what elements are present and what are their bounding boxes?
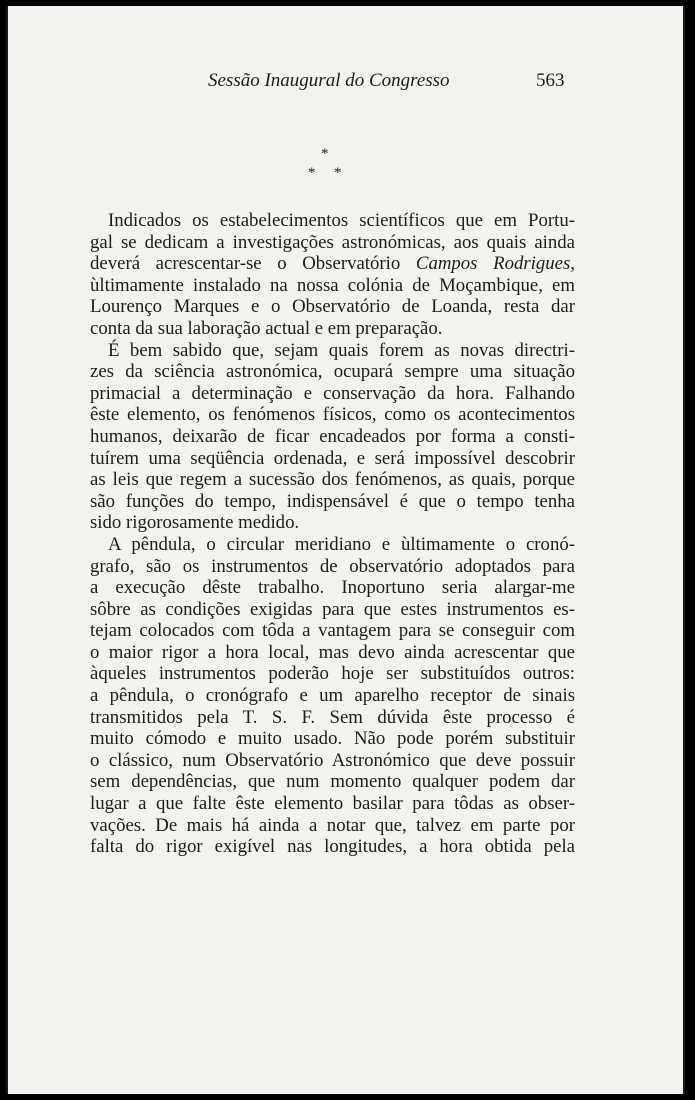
text-line: transmitidos pela T. S. F. Sem dúvida êste processo é	[90, 706, 575, 728]
text-line: Indicados os estabelecimentos scientíficos que em Portu-	[108, 210, 575, 231]
text-line: tejam colocados com tôda a vantagem para se conseguir com	[90, 620, 575, 642]
text-line: êste elemento, os fenómenos físicos, como os acontecimentos	[90, 404, 575, 426]
text-line: zes da sciência astronómica, ocupará sempre uma situação	[90, 361, 575, 383]
text-line: grafo, são os instrumentos de observatório adoptados para	[90, 555, 575, 577]
asterisk: *	[334, 165, 342, 181]
asterism-separator	[300, 146, 350, 186]
text-line: sem dependências, que num momento qualquer podem dar	[90, 771, 575, 793]
asterisk: *	[308, 165, 316, 181]
text-line: muito cómodo e muito usado. Não pode porém substituir	[90, 728, 575, 750]
text-line: ùltimamente instalado na nossa colónia de Moçambique, em	[90, 274, 575, 296]
text-line: o maior rigor a hora local, mas devo ainda acrescentar que	[90, 641, 575, 663]
text-line: humanos, deixarão de ficar encadeados por forma a consti-	[90, 425, 575, 447]
text-line: o clássico, num Observatório Astronómico que deve possuir	[90, 749, 575, 771]
text-line: àqueles instrumentos poderão hoje ser substituídos outros:	[90, 663, 575, 685]
running-title: Sessão Inaugural do Congresso	[208, 70, 450, 91]
text-line: É bem sabido que, sejam quais forem as novas directri-	[108, 339, 575, 361]
text-line: primacial a determinação e conservação da hora. Falhando	[90, 382, 575, 404]
text-line	[90, 253, 575, 275]
text-line: tuírem uma seqüência ordenada, e será impossível descobrir	[90, 447, 575, 469]
text-line: vações. De mais há ainda a notar que, talvez em parte por	[90, 814, 575, 836]
text-line-segment: deverá acrescentar-se o Observatório	[90, 253, 401, 275]
asterisk: *	[321, 146, 329, 162]
text-line: conta da sua laboração actual e em preparação.	[90, 317, 443, 339]
body-text	[90, 210, 575, 858]
text-line: sido rigorosamente medido.	[90, 512, 300, 534]
text-line: Lourenço Marques e o Observatório de Loanda, resta dar	[90, 296, 575, 318]
text-line: lugar a que falte êste elemento basilar para tôdas as obser-	[90, 793, 575, 815]
observatory-name: Campos Rodrigues,	[415, 253, 576, 275]
text-line: sôbre as condições exigidas para que estes instrumentos es-	[90, 598, 575, 620]
text-line: A pêndula, o circular meridiano e ùltimamente o cronó-	[108, 533, 575, 555]
text-line: gal se dedicam a investigações astronómicas, aos quais ainda	[90, 231, 575, 253]
page-number: 563	[536, 70, 565, 91]
text-line: a pêndula, o cronógrafo e um aparelho receptor de sinais	[90, 685, 575, 707]
book-page	[6, 6, 685, 1094]
text-line: falta do rigor exigível nas longitudes, a hora obtida pela	[90, 836, 575, 858]
text-line: são funções do tempo, indispensável é que o tempo tenha	[90, 490, 575, 512]
text-line: a execução dêste trabalho. Inoportuno seria alargar-me	[90, 577, 575, 599]
text-line: as leis que regem a sucessão dos fenómenos, as quais, porque	[90, 469, 575, 491]
